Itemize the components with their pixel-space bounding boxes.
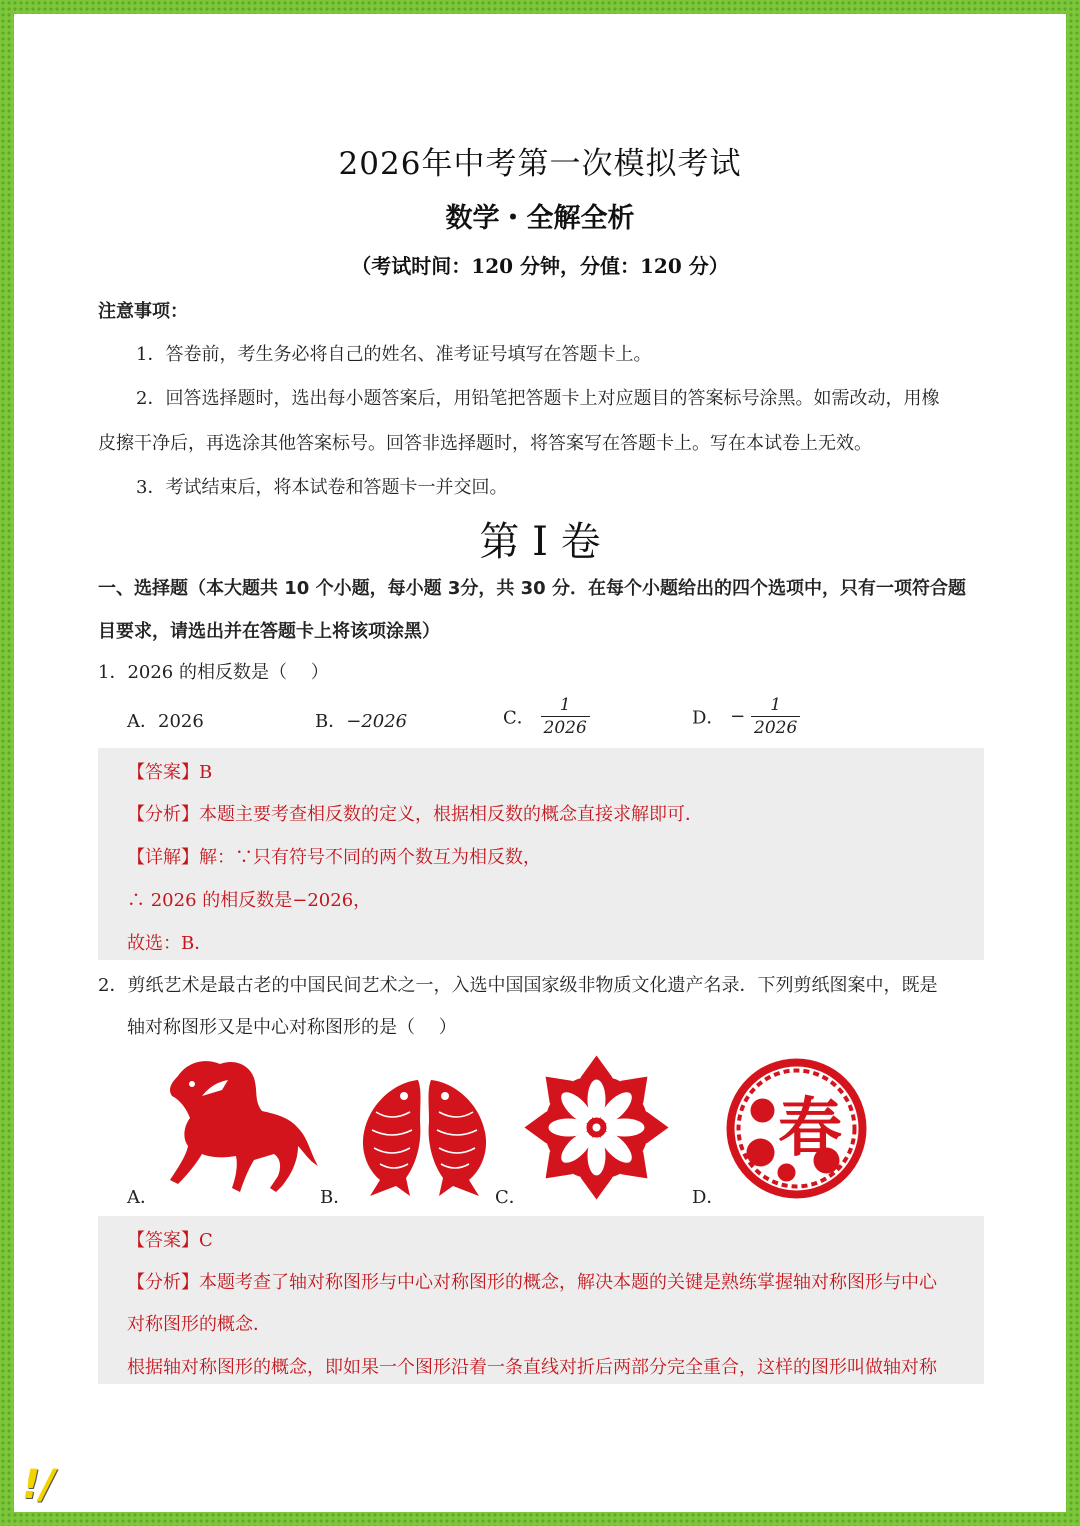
q1-analysis: 【分析】本题主要考查相反数的定义，根据相反数的概念直接求解即可． xyxy=(127,804,703,825)
page-subtitle: 数学・全解全析 xyxy=(445,203,635,234)
horse-papercut-image xyxy=(158,1056,323,1198)
q2-analysis-1: 【分析】本题考查了轴对称图形与中心对称图形的概念，解决本题的关键是熟练掌握轴对称图形与中心 xyxy=(127,1272,937,1293)
q2-option-c-label: C． xyxy=(495,1187,527,1208)
q2-analysis-3: 根据轴对称图形的概念，即如果一个图形沿着一条直线对折后两部分完全重合，这样的图形叫做轴对称 xyxy=(127,1357,937,1378)
fraction: $\frac{1}{2026}$ xyxy=(751,694,800,739)
q1-stem: 1．2026 的相反数是（ ） xyxy=(98,662,329,683)
fraction: $\frac{1}{2026}$ xyxy=(541,694,590,739)
q2-stem-1: 2．剪纸艺术是最古老的中国民间艺术之一，入选中国国家级非物质文化遗产名录．下列剪纸图案中，既是 xyxy=(98,975,938,996)
q1-option-b: B．−2026 xyxy=(315,711,408,732)
notice-item-2-cont: 皮擦干净后，再选涂其他答案标号。回答非选择题时，将答案写在答题卡上。写在本试卷上无效。 xyxy=(98,433,872,454)
q2-answer: 【答案】C xyxy=(127,1230,213,1251)
chun-papercut-image xyxy=(724,1056,869,1201)
q1-answer: 【答案】B xyxy=(127,762,213,783)
section-heading-1: 一、选择题（本大题共 10 个小题，每小题 3分，共 30 分．在每个小题给出的四个选项中，只有一项符合题 xyxy=(98,578,966,599)
fish-papercut-image xyxy=(352,1072,497,1200)
q1-detail: 【详解】解：∵只有符号不同的两个数互为相反数， xyxy=(127,847,541,868)
q2-option-d-label: D． xyxy=(692,1187,725,1208)
volume-heading: 第 I 卷 xyxy=(479,519,601,565)
q1-step: ∴ 2026 的相反数是−2026， xyxy=(127,890,372,911)
chun-character: 春 xyxy=(778,1091,842,1166)
notice-heading: 注意事项： xyxy=(98,301,188,322)
notice-item-1: 1．答卷前，考生务必将自己的姓名、准考证号填写在答题卡上。 xyxy=(136,344,652,365)
notice-item-2: 2．回答选择题时，选出每小题答案后，用铅笔把答题卡上对应题目的答案标号涂黑。如需改动，用橡 xyxy=(136,388,940,409)
q2-option-a-label: A． xyxy=(127,1187,158,1208)
exam-info: （考试时间：120 分钟，分值：120 分） xyxy=(351,254,729,278)
q2-option-b-label: B． xyxy=(320,1187,352,1208)
q1-option-c: C． $\frac{1}{2026}$ xyxy=(503,694,590,739)
flower-papercut-image xyxy=(524,1055,669,1200)
notice-item-3: 3．考试结束后，将本试卷和答题卡一并交回。 xyxy=(136,477,508,498)
section-heading-2: 目要求，请选出并在答题卡上将该项涂黑） xyxy=(98,621,440,642)
q1-option-a: A．2026 xyxy=(127,711,204,732)
corner-logo: !/ xyxy=(22,1462,55,1508)
q2-analysis-2: 对称图形的概念． xyxy=(127,1314,271,1335)
q2-stem-2: 轴对称图形又是中心对称图形的是（ ） xyxy=(127,1017,457,1038)
q1-choice: 故选：B． xyxy=(127,933,213,954)
page-title: 2026年中考第一次模拟考试 xyxy=(338,146,742,182)
q1-option-d: D． − $\frac{1}{2026}$ xyxy=(692,694,800,739)
